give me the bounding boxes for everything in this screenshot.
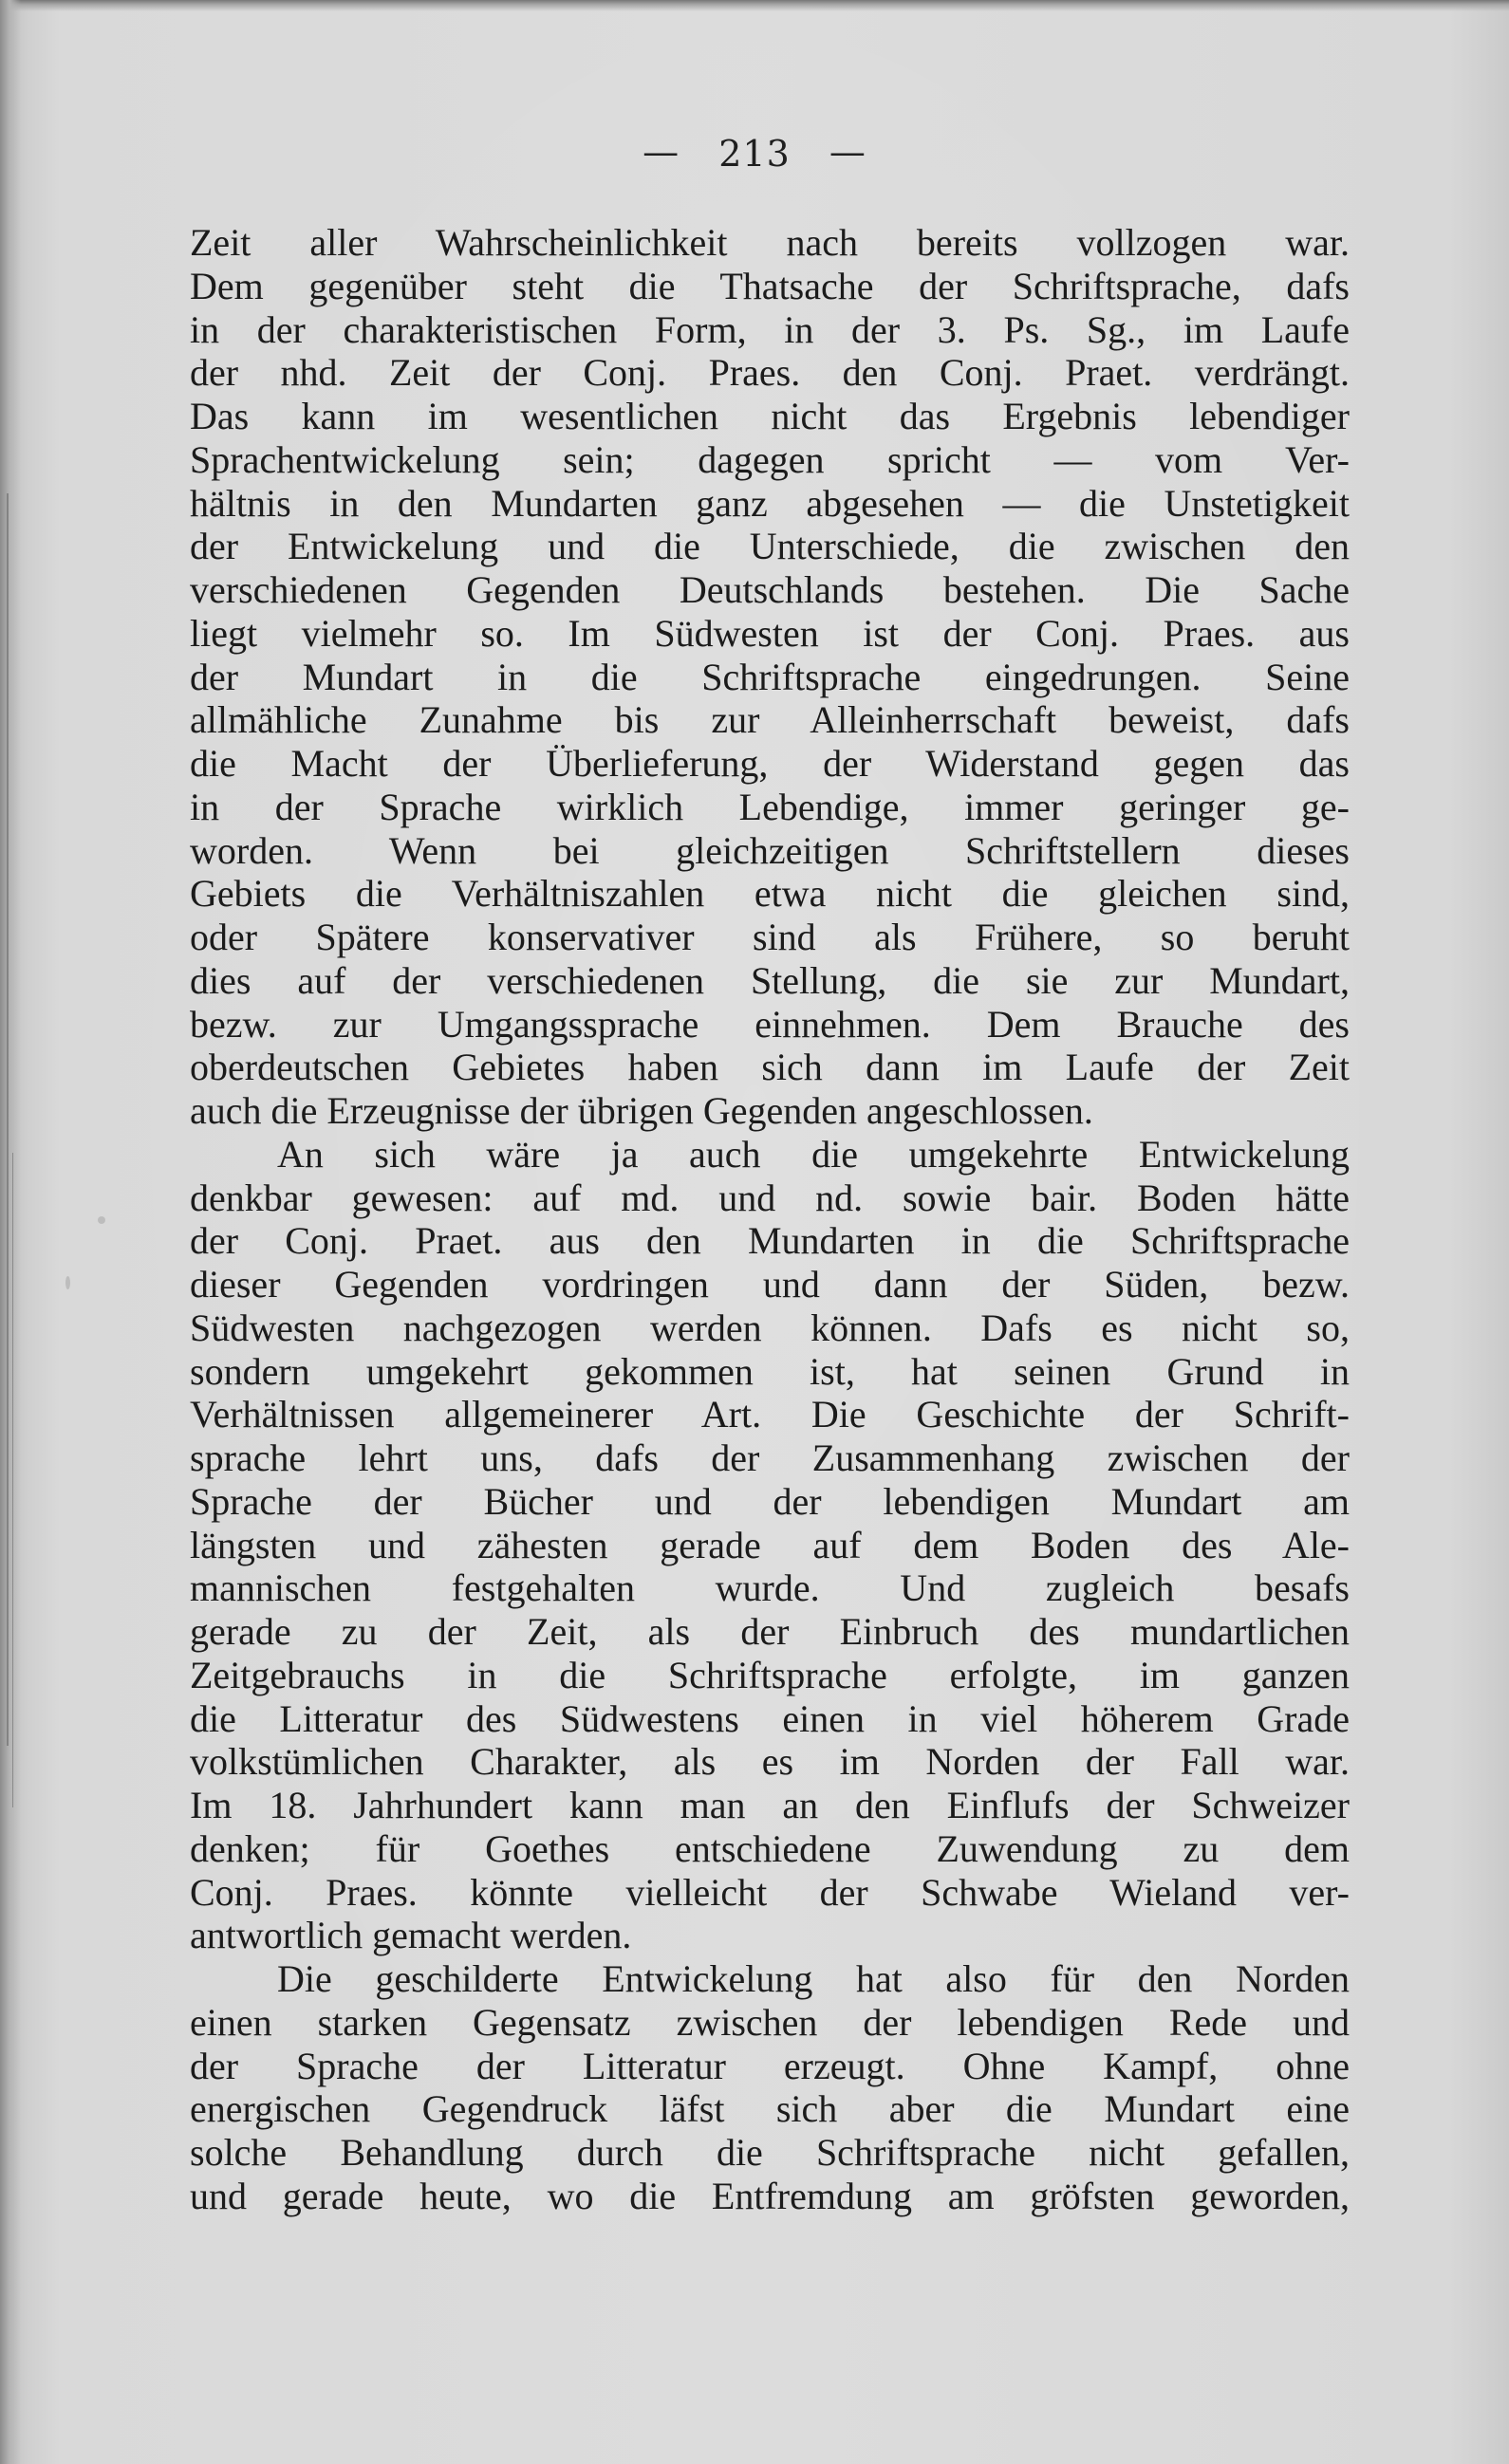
paragraph-1-line: Gebiets die Verhältniszahlen etwa nicht die gleichen sind, [190, 872, 1350, 916]
paragraph-1-line: der Entwickelung und die Unterschiede, die zwischen den [190, 525, 1350, 568]
paragraph-1-line: hältnis in den Mundarten ganz abgesehen — die Unstetigkeit [190, 481, 1350, 525]
paragraph-2-line: der Conj. Praet. aus den Mundarten in die Schriftsprache [190, 1219, 1350, 1263]
paragraph-2-line: Verhältnissen allgemeinerer Art. Die Geschichte der Schrift- [190, 1393, 1350, 1436]
paragraph-2-line: sondern umgekehrt gekommen ist, hat seinen Grund in [190, 1349, 1350, 1393]
page-mark [98, 1216, 105, 1224]
paragraph-2-line: die Litteratur des Südwestens einen in viel höherem Grade [190, 1696, 1350, 1740]
paragraph-1-line: auch die Erzeugnisse der übrigen Gegenden angeschlossen. [190, 1089, 1093, 1132]
paragraph-2-line: sprache lehrt uns, dafs der Zusammenhang zwischen der [190, 1436, 1350, 1479]
paragraph-3-line: einen starken Gegensatz zwischen der lebendigen Rede und [190, 2000, 1350, 2044]
paragraph-1-line: worden. Wenn bei gleichzeitigen Schriftstellern dieses [190, 828, 1350, 872]
page-header [0, 125, 1509, 182]
page-left-edge [0, 0, 21, 2464]
paragraph-1-line: bezw. zur Umgangssprache einnehmen. Dem Brauche des [190, 1002, 1350, 1046]
paragraph-2-line: dieser Gegenden vordringen und dann der Süden, bezw. [190, 1263, 1350, 1306]
paragraph-1-line: liegt vielmehr so. Im Südwesten ist der Conj. Praes. aus [190, 611, 1350, 655]
paragraph-2-line: mannischen festgehalten wurde. Und zugleich besafs [190, 1566, 1350, 1610]
paragraph-1-line: oberdeutschen Gebietes haben sich dann im Laufe der Zeit [190, 1046, 1350, 1089]
paragraph-2-line: antwortlich gemacht werden. [190, 1914, 632, 1957]
paragraph-2-line: gerade zu der Zeit, als der Einbruch des mundartlichen [190, 1610, 1350, 1653]
paragraph-1-line: in der charakteristischen Form, in der 3. Ps. Sg., im Laufe [190, 307, 1350, 351]
paragraph-2-line: Südwesten nachgezogen werden können. Dafs es nicht so, [190, 1306, 1350, 1349]
paragraph-3-line: Die geschilderte Entwickelung hat also für den Norden [277, 1957, 1350, 2000]
paragraph-2-line: volkstümlichen Charakter, als es im Norden der Fall war. [190, 1740, 1350, 1784]
paragraph-1-line: der nhd. Zeit der Conj. Praes. den Conj. Praet. verdrängt. [190, 351, 1350, 395]
paragraph-1-line: Zeit aller Wahrscheinlichkeit nach bereits vollzogen war. [190, 221, 1350, 264]
page-number-right-dash: — [829, 131, 866, 173]
paragraph-1-line: allmähliche Zunahme bis zur Alleinherrschaft beweist, dafs [190, 698, 1350, 742]
paragraph-2-line: Zeitgebrauchs in die Schriftsprache erfolgte, im ganzen [190, 1653, 1350, 1696]
page-body-text [190, 221, 1350, 2218]
paragraph-1-line: Sprachentwickelung sein; dagegen spricht — vom Ver- [190, 437, 1350, 481]
paragraph-2-line: Im 18. Jahrhundert kann man an den Einflufs der Schweizer [190, 1784, 1350, 1826]
paragraph-2-line: denkbar gewesen: auf md. und nd. sowie bair. Boden hätte [190, 1176, 1350, 1219]
paragraph-3-line: solche Behandlung durch die Schriftsprache nicht gefallen, [190, 2131, 1350, 2174]
page-number-left-dash: — [643, 131, 680, 173]
paragraph-1-line: dies auf der verschiedenen Stellung, die sie zur Mundart, [190, 958, 1350, 1002]
paragraph-1-line: der Mundart in die Schriftsprache eingedrungen. Seine [190, 655, 1350, 698]
page-top-edge [0, 0, 1509, 11]
paragraph-2-line: längsten und zähesten gerade auf dem Boden des Ale- [190, 1523, 1350, 1566]
paragraph-1-line: Das kann im wesentlichen nicht das Ergebnis lebendiger [190, 395, 1350, 437]
paragraph-1-line: verschiedenen Gegenden Deutschlands bestehen. Die Sache [190, 568, 1350, 611]
paragraph-1-line: oder Spätere konservativer sind als Frühere, so beruht [190, 916, 1350, 958]
scan-artifact-line [7, 493, 9, 1746]
paragraph-2-line: An sich wäre ja auch die umgekehrte Entwickelung [277, 1132, 1350, 1176]
paragraph-2-line: Sprache der Bücher und der lebendigen Mundart am [190, 1479, 1350, 1523]
paragraph-3-line: und gerade heute, wo die Entfremdung am gröfsten geworden, [190, 2174, 1350, 2217]
page-mark [65, 1276, 70, 1289]
paragraph-3-line: energischen Gegendruck läfst sich aber die Mundart eine [190, 2087, 1350, 2131]
paragraph-1-line: in der Sprache wirklich Lebendige, immer geringer ge- [190, 785, 1350, 828]
paragraph-2-line: denken; für Goethes entschiedene Zuwendung zu dem [190, 1826, 1350, 1870]
paragraph-1-line: Dem gegenüber steht die Thatsache der Schriftsprache, dafs [190, 264, 1350, 307]
page-number: 213 [718, 133, 791, 175]
paragraph-3-line: der Sprache der Litteratur erzeugt. Ohne Kampf, ohne [190, 2044, 1350, 2087]
paragraph-2-line: Conj. Praes. könnte vielleicht der Schwabe Wieland ver- [190, 1870, 1350, 1914]
paragraph-1-line: die Macht der Überlieferung, der Widerstand gegen das [190, 742, 1350, 785]
scan-artifact-line [12, 1153, 13, 1807]
